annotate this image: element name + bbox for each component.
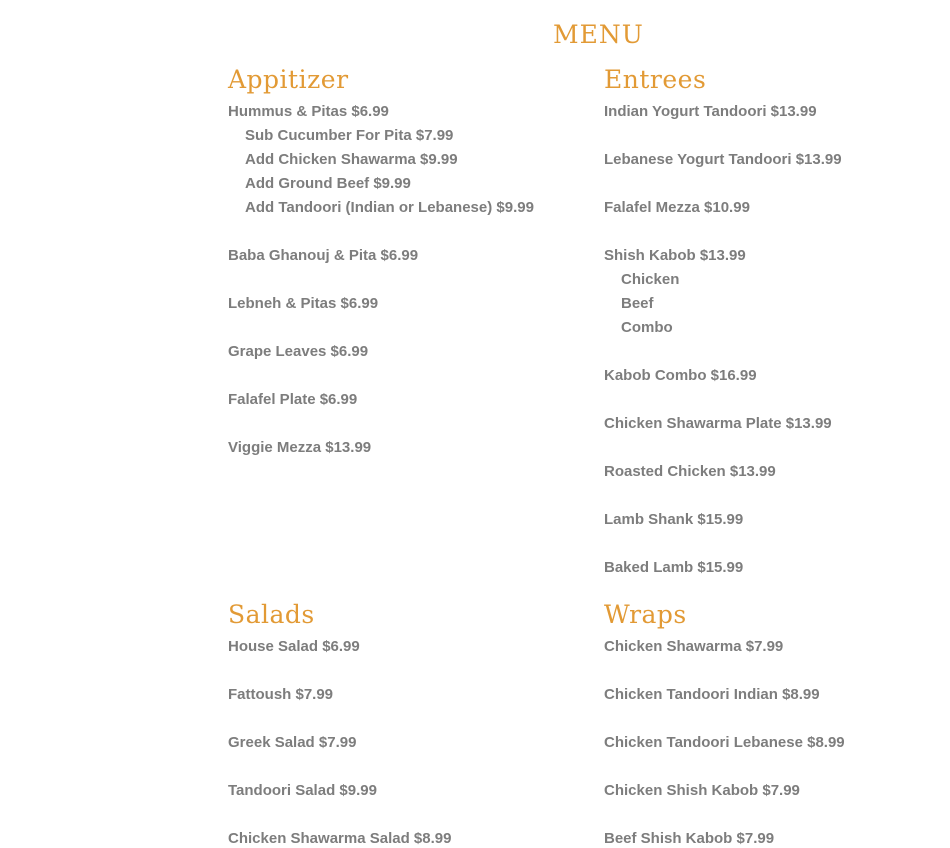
spacer — [228, 755, 588, 779]
salads-section — [228, 599, 588, 848]
menu-item: Roasted Chicken $13.99 — [604, 463, 776, 480]
menu-item: Chicken Shish Kabob $7.99 — [604, 782, 800, 799]
menu-item: Lebneh & Pitas $6.99 — [228, 295, 379, 312]
spacer — [604, 755, 944, 779]
appetizer-list — [228, 100, 588, 460]
menu-item: Fattoush $7.99 — [228, 686, 334, 703]
entrees-section — [604, 64, 944, 580]
menu-item: Baba Ghanouj & Pita $6.99 — [228, 247, 419, 264]
spacer — [604, 803, 944, 827]
wraps-heading: Wraps — [604, 600, 687, 629]
spacer — [604, 436, 944, 460]
menu-sub-item: Add Chicken Shawarma $9.99 — [245, 151, 458, 168]
spacer — [228, 707, 588, 731]
menu-item: Viggie Mezza $13.99 — [228, 439, 372, 456]
spacer — [604, 220, 944, 244]
menu-item: Falafel Mezza $10.99 — [604, 199, 750, 216]
menu-item: Grape Leaves $6.99 — [228, 343, 369, 360]
menu-item: Chicken Tandoori Lebanese $8.99 — [604, 734, 845, 751]
menu-item: Chicken Shawarma $7.99 — [604, 638, 784, 655]
salads-list — [228, 635, 588, 848]
spacer — [604, 388, 944, 412]
menu-sub-item: Chicken — [621, 271, 680, 288]
spacer — [228, 364, 588, 388]
spacer — [228, 412, 588, 436]
menu-sub-item: Combo — [621, 319, 673, 336]
entrees-heading: Entrees — [604, 65, 707, 94]
spacer — [604, 340, 944, 364]
menu-item: Chicken Shawarma Salad $8.99 — [228, 830, 452, 847]
spacer — [228, 803, 588, 827]
spacer — [604, 124, 944, 148]
spacer — [228, 220, 588, 244]
salads-heading: Salads — [228, 600, 315, 629]
menu-title: MENU — [553, 20, 644, 49]
entrees-list — [604, 100, 944, 580]
menu-sub-item: Sub Cucumber For Pita $7.99 — [245, 127, 454, 144]
menu-item: Greek Salad $7.99 — [228, 734, 357, 751]
spacer — [228, 316, 588, 340]
menu-sub-item: Add Ground Beef $9.99 — [245, 175, 411, 192]
menu-item: House Salad $6.99 — [228, 638, 360, 655]
menu-item: Kabob Combo $16.99 — [604, 367, 757, 384]
menu-item: Lamb Shank $15.99 — [604, 511, 744, 528]
spacer — [604, 484, 944, 508]
menu-item: Beef Shish Kabob $7.99 — [604, 830, 775, 847]
wraps-section — [604, 599, 944, 848]
menu-item: Shish Kabob $13.99 — [604, 247, 746, 264]
menu-item: Hummus & Pitas $6.99 — [228, 103, 389, 120]
menu-item: Tandoori Salad $9.99 — [228, 782, 377, 799]
menu-item: Lebanese Yogurt Tandoori $13.99 — [604, 151, 842, 168]
appetizer-heading: Appitizer — [228, 65, 349, 94]
spacer — [228, 659, 588, 683]
wraps-list — [604, 635, 944, 848]
spacer — [604, 707, 944, 731]
menu-sub-item: Beef — [621, 295, 654, 312]
appetizer-section — [228, 64, 588, 460]
menu-item: Chicken Tandoori Indian $8.99 — [604, 686, 820, 703]
menu-item: Chicken Shawarma Plate $13.99 — [604, 415, 832, 432]
spacer — [604, 532, 944, 556]
spacer — [228, 268, 588, 292]
menu-item: Falafel Plate $6.99 — [228, 391, 358, 408]
spacer — [604, 172, 944, 196]
menu-sub-item: Add Tandoori (Indian or Lebanese) $9.99 — [245, 199, 534, 216]
menu-item: Indian Yogurt Tandoori $13.99 — [604, 103, 817, 120]
spacer — [604, 659, 944, 683]
menu-item: Baked Lamb $15.99 — [604, 559, 744, 576]
